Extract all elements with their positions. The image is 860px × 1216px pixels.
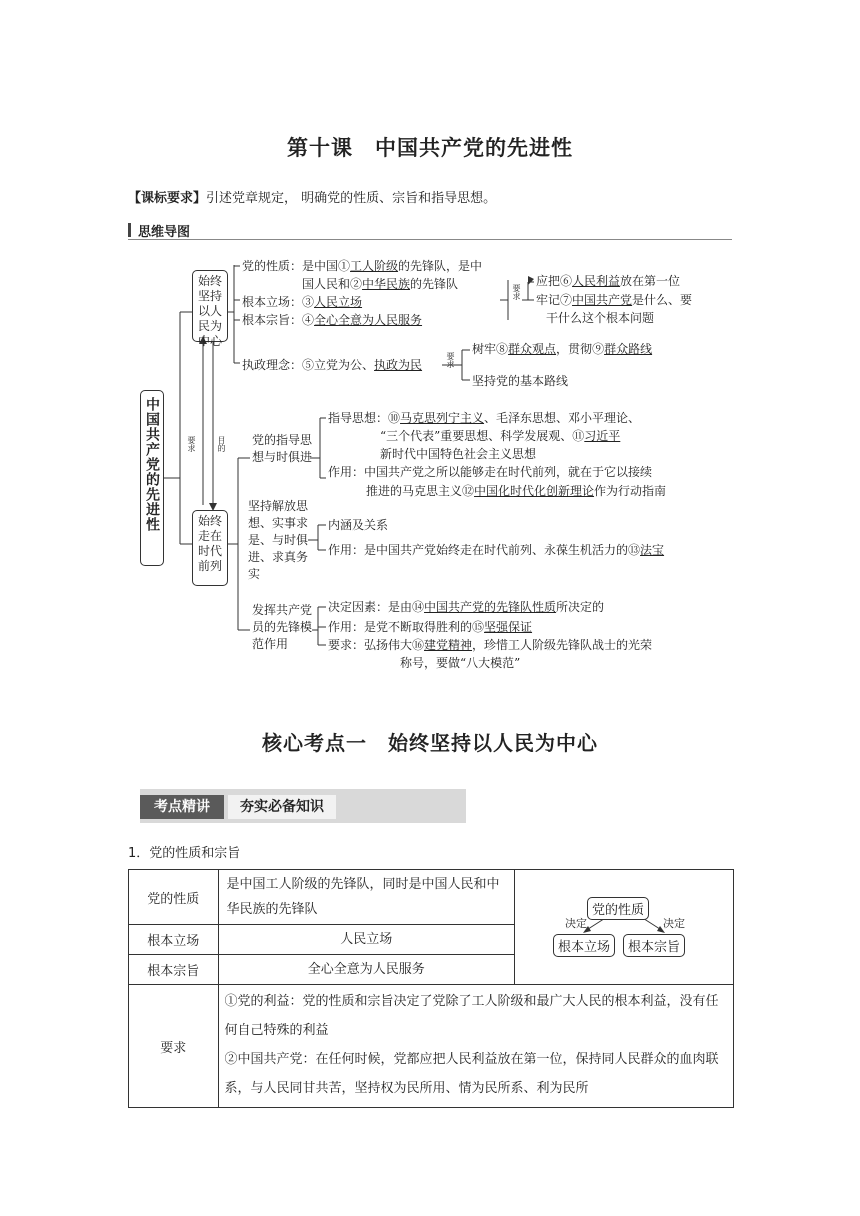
diagram-left: 根本立场	[553, 934, 615, 957]
arrow-label-require: 要求	[187, 436, 196, 452]
stance-line: 根本立场：③人民立场	[242, 295, 363, 309]
nature-table	[128, 869, 734, 1108]
model-line2: 作用：是党不断取得胜利的⑮坚强保证	[328, 620, 533, 634]
arrow-label-purpose: 目的	[217, 436, 226, 452]
row-label: 党的性质	[129, 870, 219, 925]
relation-diagram	[515, 871, 733, 983]
seek-line1: 内涵及关系	[328, 518, 389, 532]
requirement-text: 引述党章规定， 明确党的性质、宗旨和指导思想。	[206, 191, 497, 206]
seek-line2: 作用：是中国共产党始终走在时代前列、永葆生机活力的⑬法宝	[328, 543, 665, 557]
center-box: 始终坚持以人民为中心	[192, 270, 228, 342]
row-label: 根本立场	[129, 925, 219, 955]
table-row	[129, 985, 734, 1108]
model-line1: 决定因素：是由⑭中国共产党的先锋队性质所决定的	[328, 600, 605, 614]
row-value: 是中国工人阶级的先锋队，同时是中国人民和中华民族的先锋队	[218, 870, 514, 925]
row-label: 要求	[129, 985, 219, 1108]
diagram-right: 根本宗旨	[623, 934, 685, 957]
nature-line1: 党的性质：是中国①工人阶级的先锋队，是中	[242, 259, 483, 273]
diagram-top: 党的性质	[587, 897, 649, 920]
model-line4: 称号，要做“八大模范”	[400, 656, 521, 670]
subheading: 1．党的性质和宗旨	[128, 846, 241, 861]
gov-req-tag: 要求	[446, 352, 455, 368]
req-line2: 牢记⑦中国共产党是什么、要	[536, 293, 693, 307]
mindmap-header-label: 思维导图	[138, 225, 191, 240]
guide-line1: 指导思想：⑩马克思列宁主义、毛泽东思想、邓小平理论、	[328, 411, 641, 425]
req-line3: 干什么这个根本问题	[546, 311, 655, 325]
guide-line5: 推进的马克思主义⑫中国化时代化创新理论作为行动指南	[366, 484, 667, 498]
guide-line3: 新时代中国特色社会主义思想	[380, 447, 537, 461]
req-line1: 应把⑥人民利益放在第一位	[536, 274, 681, 288]
gov-line2: 坚持党的基本路线	[472, 374, 569, 388]
row-value	[218, 985, 733, 1108]
purpose-line: 根本宗旨：④全心全意为人民服务	[242, 313, 423, 327]
key-point-badge	[140, 789, 466, 823]
governance-line: 执政理念：⑤立党为公、执政为民	[242, 358, 423, 372]
row-value: 全心全意为人民服务	[218, 955, 514, 985]
badge-light: 夯实必备知识	[228, 795, 336, 819]
page-title: 第十课 中国共产党的先进性	[287, 136, 573, 160]
badge-dark: 考点精讲	[140, 795, 224, 819]
guide-title: 党的指导思想与时俱进	[252, 433, 313, 464]
row-label: 根本宗旨	[129, 955, 219, 985]
model-line3: 要求：弘扬伟大⑯建党精神，珍惜工人阶级先锋队战士的光荣	[328, 638, 653, 652]
requirement-tag: 【课标要求】	[128, 191, 207, 206]
section-title: 核心考点一 始终坚持以人民为中心	[262, 731, 598, 755]
diagram-right-arrow-label: 决定	[662, 917, 685, 930]
gov-line1: 树牢⑧群众观点，贯彻⑨群众路线	[472, 342, 653, 356]
req-line: ②中国共产党：在任何时候，党都应把人民利益放在第一位，保持同人民群众的血肉联系，与人民同甘共苦，坚持权为民所用、情为民所系、利为民所	[224, 1052, 719, 1096]
relation-diagram-cell	[514, 870, 733, 985]
model-title: 发挥共产党员的先锋模范作用	[252, 603, 313, 651]
guide-line4: 作用：中国共产党之所以能够走在时代前列，就在于它以接续	[328, 465, 653, 479]
bottom-box: 始终走在时代前列	[192, 510, 228, 586]
seek-title: 坚持解放思想、实事求是、与时俱进、求真务实	[248, 499, 309, 581]
diagram-arrows	[515, 871, 733, 983]
row-value: 人民立场	[218, 925, 514, 955]
req-tag: 要求	[512, 284, 521, 300]
nature-line2: 国人民和②中华民族的先锋队	[302, 277, 459, 291]
guide-line2: “三个代表”重要思想、科学发展观、⑪习近平	[380, 429, 621, 443]
req-line: ①党的利益：党的性质和宗旨决定了党除了工人阶级和最广大人民的根本利益，没有任何自己特殊的利益	[224, 994, 719, 1038]
mindmap-root: 中国共产党的先进性	[140, 390, 164, 566]
table-row	[129, 870, 734, 925]
diagram-left-arrow-label: 决定	[564, 917, 587, 930]
